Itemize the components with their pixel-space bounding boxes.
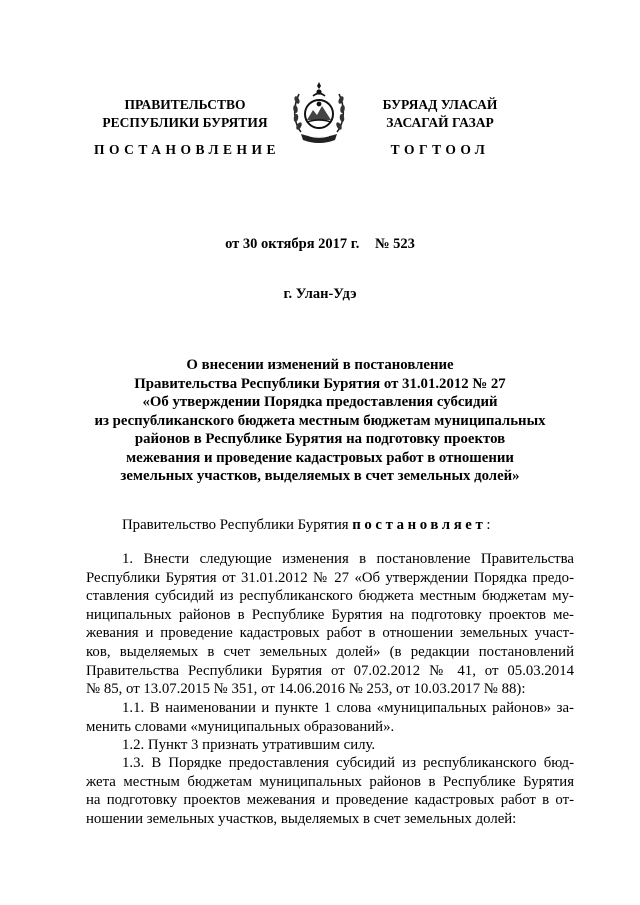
title-line: из республиканского бюджета местным бюджетам муниципальных: [94, 412, 546, 429]
title-line: «Об утверждении Порядка предоставления субсидий: [142, 394, 498, 410]
paragraph-line: 1.2. Пункт 3 признать утратившим силу.: [122, 737, 376, 753]
preamble-end: :: [486, 517, 491, 533]
header-right: [340, 96, 540, 132]
paragraph-line: жевания и проведение кадастровых работ в отношении земельных участ-: [86, 625, 574, 642]
document-date-number: [0, 236, 640, 253]
title-line: Правительства Республики Бурятия от 31.01.2012 № 27: [134, 375, 506, 392]
paragraph-line: 1.1. В наименовании и пункте 1 слова «муниципальных районов» за-: [122, 700, 574, 716]
paragraph-line: 1.3. В Порядке предоставления субсидий из республиканского бюд-: [122, 755, 574, 771]
title-line: О внесении изменений в постановление: [186, 357, 454, 373]
coat-of-arms-icon: [291, 80, 347, 146]
header-left-title: ПОСТАНОВЛЕНИЕ: [93, 142, 281, 157]
header-right-line1: БУРЯАД УЛАСАЙ: [382, 97, 498, 112]
header-right-line2: ЗАСАГАЙ ГАЗАР: [386, 115, 494, 130]
paragraph-line: Правительства Республики Бурятия от 07.02.2012 № 41, от 05.03.2014: [86, 662, 574, 679]
paragraph-line: 1. Внести следующие изменения в постановление Правительства: [122, 551, 574, 567]
paragraph-line: Республики Бурятия от 31.01.2012 № 27 «Об утверждении Порядка предо-: [86, 569, 574, 586]
paragraph-line: ношении земельных участков, выделяемых в счет земельных долей:: [86, 810, 517, 827]
paragraph-line: № 85, от 13.07.2015 № 351, от 14.06.2016 № 253, от 10.03.2017 № 88):: [86, 681, 526, 698]
paragraph-1: [86, 550, 574, 699]
paragraph-line: ков, выделяемых в счет земельных долей» (в редакции постановлений: [86, 643, 574, 660]
header-right-title: ТОГТООЛ: [390, 142, 490, 157]
paragraph-line: ниципальных районов в Республике Бурятия на подготовку проектов ме-: [86, 606, 574, 623]
paragraph-line: жета местным бюджетам муниципальных районов в Республике Бурятия: [86, 773, 574, 790]
document-number: № 523: [374, 236, 415, 252]
header-left-line2: РЕСПУБЛИКИ БУРЯТИЯ: [102, 115, 268, 130]
paragraph-1-2: [86, 736, 574, 755]
paragraph-line: ставления субсидий из республиканского бюджета местным бюджетам му-: [86, 588, 574, 605]
document-title: [60, 356, 580, 486]
preamble: [122, 516, 582, 535]
paragraph-1-1: [86, 699, 574, 736]
title-line: земельных участков, выделяемых в счет земельных долей»: [120, 468, 520, 484]
header-left: [60, 96, 310, 132]
title-line: межевания и проведение кадастровых работ в отношении: [126, 449, 514, 466]
document-city: г. Улан-Удэ: [283, 286, 357, 302]
document-date: от 30 октября 2017 г.: [225, 236, 360, 252]
header-left-line1: ПРАВИТЕЛЬСТВО: [124, 97, 246, 112]
paragraph-line: менить словами «муниципальных образований».: [86, 718, 395, 735]
paragraph-line: на подготовку проектов межевания и проведение кадастровых работ в от-: [86, 792, 574, 809]
preamble-text: Правительство Республики Бурятия: [122, 517, 349, 533]
title-line: районов в Республике Бурятия на подготовку проектов: [134, 431, 506, 447]
preamble-verb: постановляет: [352, 517, 487, 533]
paragraph-1-3: [86, 754, 574, 828]
